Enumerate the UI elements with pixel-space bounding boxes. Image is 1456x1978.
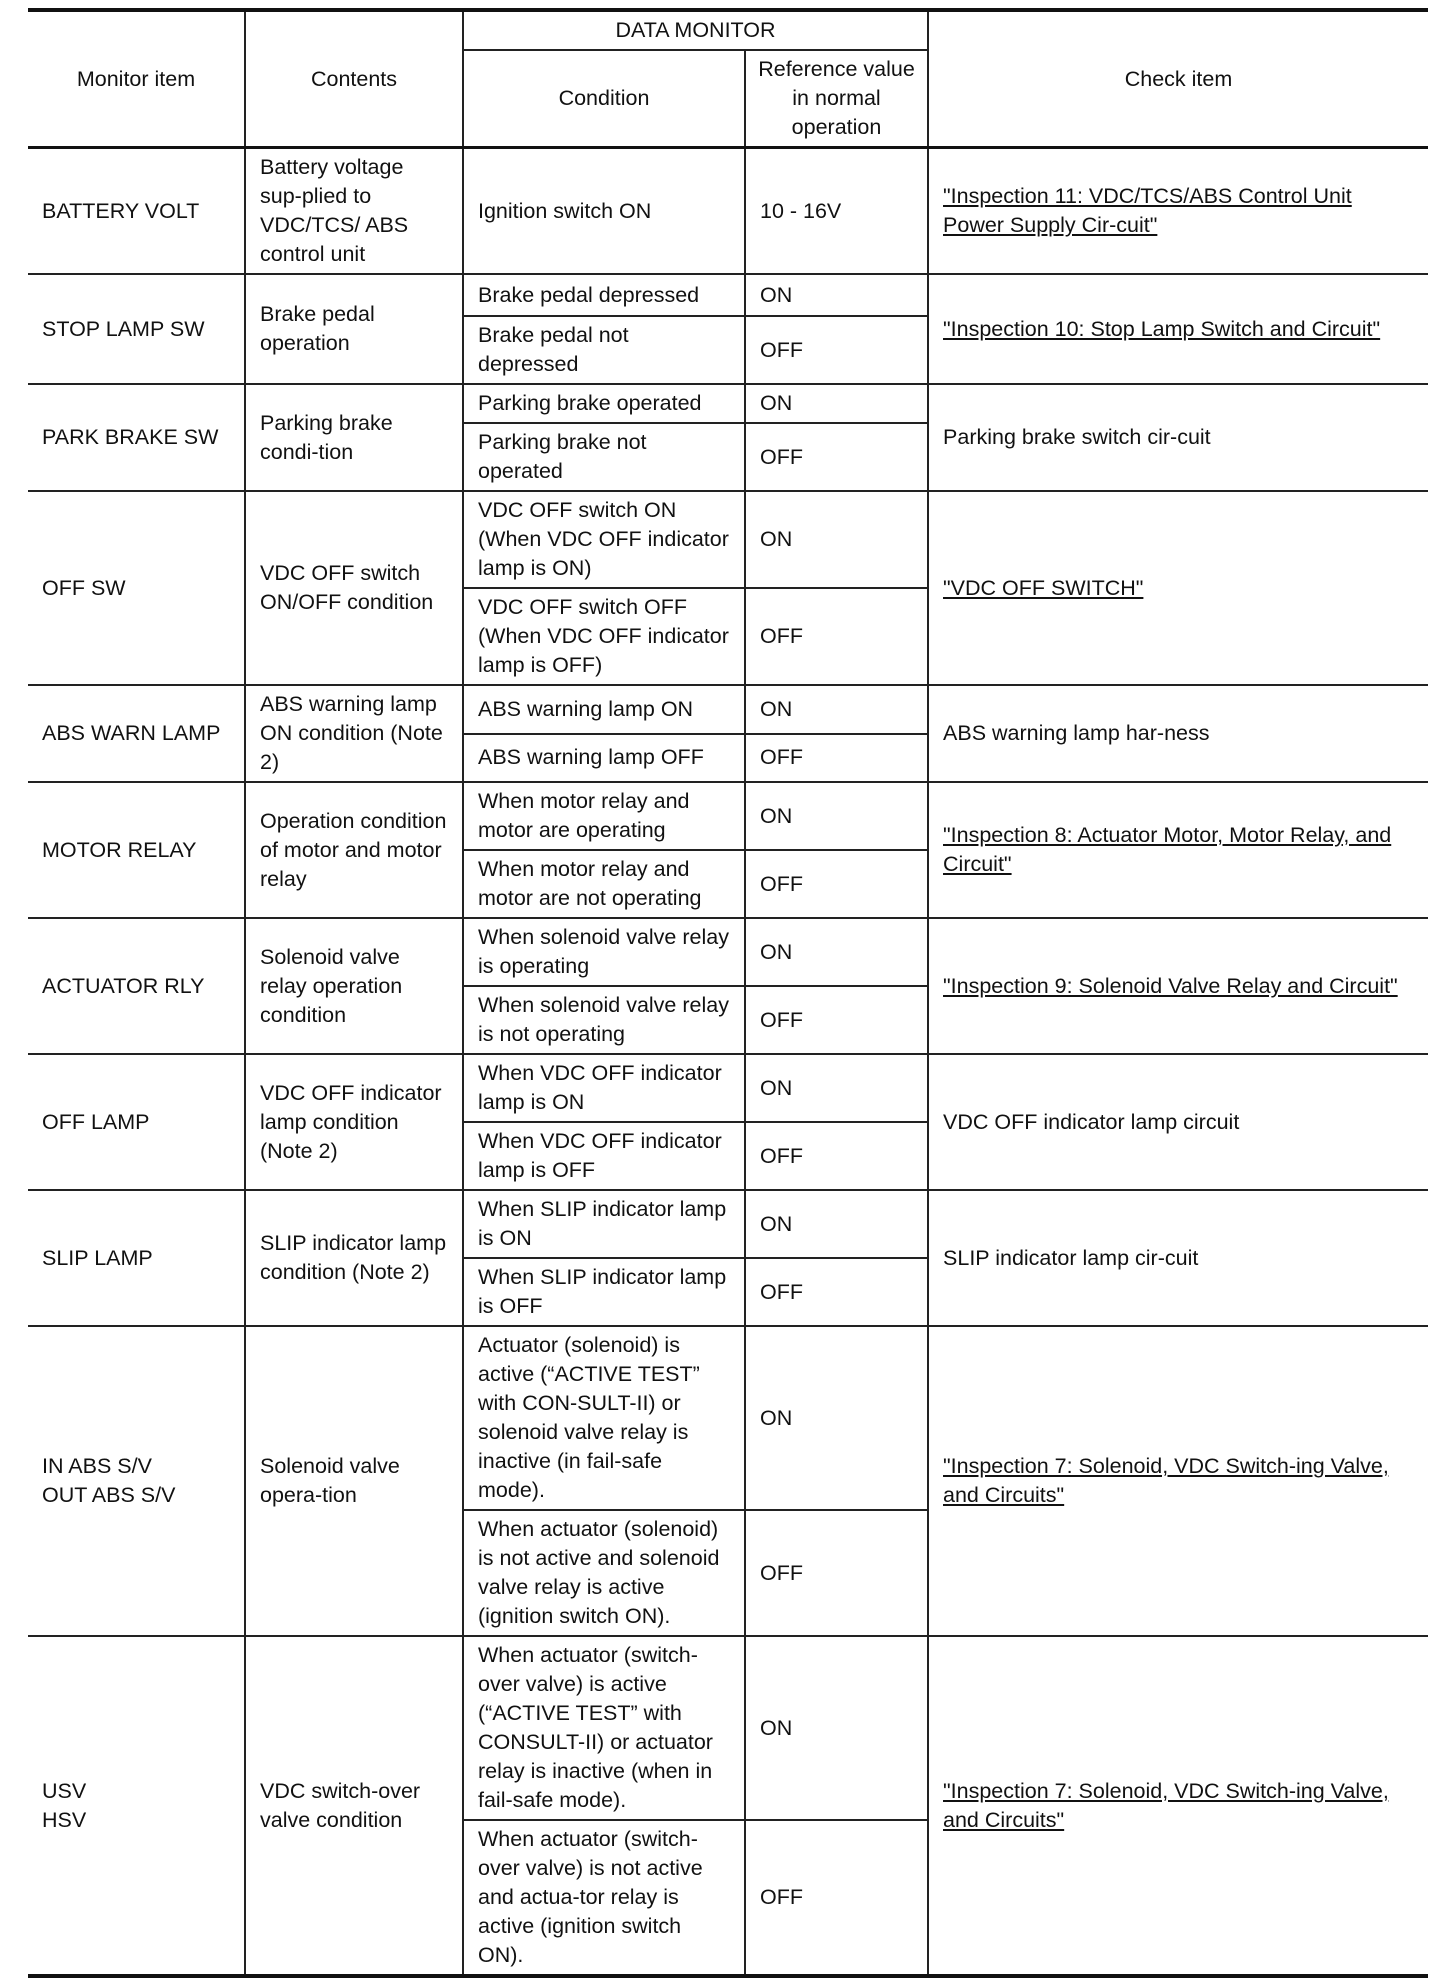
monitor-item-cell: ABS WARN LAMP <box>28 685 245 782</box>
check-item-cell <box>928 491 1428 685</box>
table-row <box>28 384 1428 423</box>
data-monitor-table <box>28 8 1428 1978</box>
condition-cell: ABS warning lamp ON <box>463 685 745 734</box>
header-monitor-item: Monitor item <box>28 10 245 148</box>
table-row <box>28 274 1428 316</box>
condition-cell: Ignition switch ON <box>463 148 745 275</box>
table-row <box>28 1054 1428 1122</box>
monitor-item-cell: IN ABS S/V OUT ABS S/V <box>28 1326 245 1636</box>
contents-cell: VDC OFF switch ON/OFF condition <box>245 491 463 685</box>
table-row <box>28 1326 1428 1510</box>
monitor-item-cell: STOP LAMP SW <box>28 274 245 384</box>
table-row <box>28 1636 1428 1820</box>
check-item-text: SLIP indicator lamp cir-cuit <box>943 1245 1199 1270</box>
reference-value-cell: OFF <box>745 423 928 491</box>
check-item-link[interactable]: "Inspection 9: Solenoid Valve Relay and Circuit" <box>943 973 1398 998</box>
header-condition: Condition <box>463 50 745 148</box>
header-row-top <box>28 10 1428 50</box>
condition-cell: When solenoid valve relay is not operating <box>463 986 745 1054</box>
data-monitor-sheet <box>28 8 1428 1978</box>
contents-cell: Operation condition of motor and motor relay <box>245 782 463 918</box>
condition-cell: When actuator (switch-over valve) is not active and actua-tor relay is active (ignition switch ON). <box>463 1820 745 1976</box>
reference-value-cell: ON <box>745 918 928 986</box>
reference-value-cell: 10 - 16V <box>745 148 928 275</box>
monitor-item-cell: OFF SW <box>28 491 245 685</box>
condition-cell: VDC OFF switch OFF (When VDC OFF indicator lamp is OFF) <box>463 588 745 685</box>
reference-value-cell: OFF <box>745 316 928 384</box>
check-item-link[interactable]: "Inspection 8: Actuator Motor, Motor Relay, and Circuit" <box>943 823 1392 876</box>
contents-cell: ABS warning lamp ON condition (Note 2) <box>245 685 463 782</box>
check-item-cell <box>928 384 1428 491</box>
reference-value-cell: ON <box>745 1326 928 1510</box>
check-item-cell <box>928 1054 1428 1190</box>
check-item-link[interactable]: "VDC OFF SWITCH" <box>943 575 1144 600</box>
condition-cell: ABS warning lamp OFF <box>463 734 745 783</box>
monitor-item-cell: SLIP LAMP <box>28 1190 245 1326</box>
contents-cell: VDC switch-over valve condition <box>245 1636 463 1976</box>
condition-cell: When actuator (solenoid) is not active and solenoid valve relay is active (ignition switch ON). <box>463 1510 745 1636</box>
reference-value-cell: ON <box>745 1054 928 1122</box>
contents-cell: Parking brake condi-tion <box>245 384 463 491</box>
contents-cell: VDC OFF indicator lamp condition (Note 2) <box>245 1054 463 1190</box>
check-item-link[interactable]: "Inspection 10: Stop Lamp Switch and Circuit" <box>943 316 1381 341</box>
check-item-cell <box>928 148 1428 275</box>
monitor-item-cell: OFF LAMP <box>28 1054 245 1190</box>
table-row <box>28 685 1428 734</box>
reference-value-cell: ON <box>745 782 928 850</box>
monitor-item-cell: BATTERY VOLT <box>28 148 245 275</box>
header-reference-value: Reference value in normal operation <box>745 50 928 148</box>
condition-cell: VDC OFF switch ON (When VDC OFF indicator lamp is ON) <box>463 491 745 588</box>
condition-cell: When SLIP indicator lamp is OFF <box>463 1258 745 1326</box>
condition-cell: Brake pedal depressed <box>463 274 745 316</box>
reference-value-cell: OFF <box>745 986 928 1054</box>
table-body <box>28 148 1428 1977</box>
monitor-item-cell: ACTUATOR RLY <box>28 918 245 1054</box>
table-row <box>28 918 1428 986</box>
reference-value-cell: OFF <box>745 1122 928 1190</box>
reference-value-cell: ON <box>745 491 928 588</box>
reference-value-cell: OFF <box>745 1510 928 1636</box>
reference-value-cell: ON <box>745 384 928 423</box>
check-item-cell <box>928 1636 1428 1976</box>
check-item-cell <box>928 918 1428 1054</box>
header-contents: Contents <box>245 10 463 148</box>
table-row <box>28 1190 1428 1258</box>
monitor-item-cell: USV HSV <box>28 1636 245 1976</box>
header-data-monitor: DATA MONITOR <box>463 10 928 50</box>
reference-value-cell: ON <box>745 1190 928 1258</box>
monitor-item-cell: PARK BRAKE SW <box>28 384 245 491</box>
contents-cell: Solenoid valve opera-tion <box>245 1326 463 1636</box>
check-item-cell <box>928 782 1428 918</box>
condition-cell: Parking brake operated <box>463 384 745 423</box>
check-item-text: VDC OFF indicator lamp circuit <box>943 1109 1240 1134</box>
check-item-text: Parking brake switch cir-cuit <box>943 425 1211 449</box>
condition-cell: When motor relay and motor are not operating <box>463 850 745 918</box>
header-check-item: Check item <box>928 10 1428 148</box>
check-item-link[interactable]: "Inspection 7: Solenoid, VDC Switch-ing Valve, and Circuits" <box>943 1454 1389 1507</box>
condition-cell: Parking brake not operated <box>463 423 745 491</box>
reference-value-cell: OFF <box>745 1820 928 1976</box>
check-item-cell <box>928 1326 1428 1636</box>
condition-cell: Actuator (solenoid) is active (“ACTIVE TEST” with CON-SULT-II) or solenoid valve relay is inactive (in fail-safe mode). <box>463 1326 745 1510</box>
contents-cell: Battery voltage sup-plied to VDC/TCS/ ABS control unit <box>245 148 463 275</box>
check-item-text: ABS warning lamp har-ness <box>943 721 1210 745</box>
condition-cell: When motor relay and motor are operating <box>463 782 745 850</box>
reference-value-cell: ON <box>745 274 928 316</box>
reference-value-cell: OFF <box>745 850 928 918</box>
table-row <box>28 491 1428 588</box>
monitor-item-cell: MOTOR RELAY <box>28 782 245 918</box>
reference-value-cell: OFF <box>745 734 928 783</box>
table-row <box>28 782 1428 850</box>
condition-cell: When solenoid valve relay is operating <box>463 918 745 986</box>
check-item-link[interactable]: "Inspection 7: Solenoid, VDC Switch-ing Valve, and Circuits" <box>943 1778 1389 1832</box>
contents-cell: Brake pedal operation <box>245 274 463 384</box>
reference-value-cell: ON <box>745 685 928 734</box>
contents-cell: Solenoid valve relay operation condition <box>245 918 463 1054</box>
check-item-link[interactable]: "Inspection 11: VDC/TCS/ABS Control Unit Power Supply Cir-cuit" <box>943 184 1352 237</box>
condition-cell: When VDC OFF indicator lamp is OFF <box>463 1122 745 1190</box>
check-item-cell <box>928 1190 1428 1326</box>
reference-value-cell: ON <box>745 1636 928 1820</box>
table-row <box>28 148 1428 275</box>
contents-cell: SLIP indicator lamp condition (Note 2) <box>245 1190 463 1326</box>
reference-value-cell: OFF <box>745 1258 928 1326</box>
condition-cell: When SLIP indicator lamp is ON <box>463 1190 745 1258</box>
condition-cell: When actuator (switch-over valve) is active (“ACTIVE TEST” with CONSULT-II) or actuator relay is inactive (when in fail-safe mode). <box>463 1636 745 1820</box>
check-item-cell <box>928 274 1428 384</box>
check-item-cell <box>928 685 1428 782</box>
condition-cell: When VDC OFF indicator lamp is ON <box>463 1054 745 1122</box>
reference-value-cell: OFF <box>745 588 928 685</box>
condition-cell: Brake pedal not depressed <box>463 316 745 384</box>
